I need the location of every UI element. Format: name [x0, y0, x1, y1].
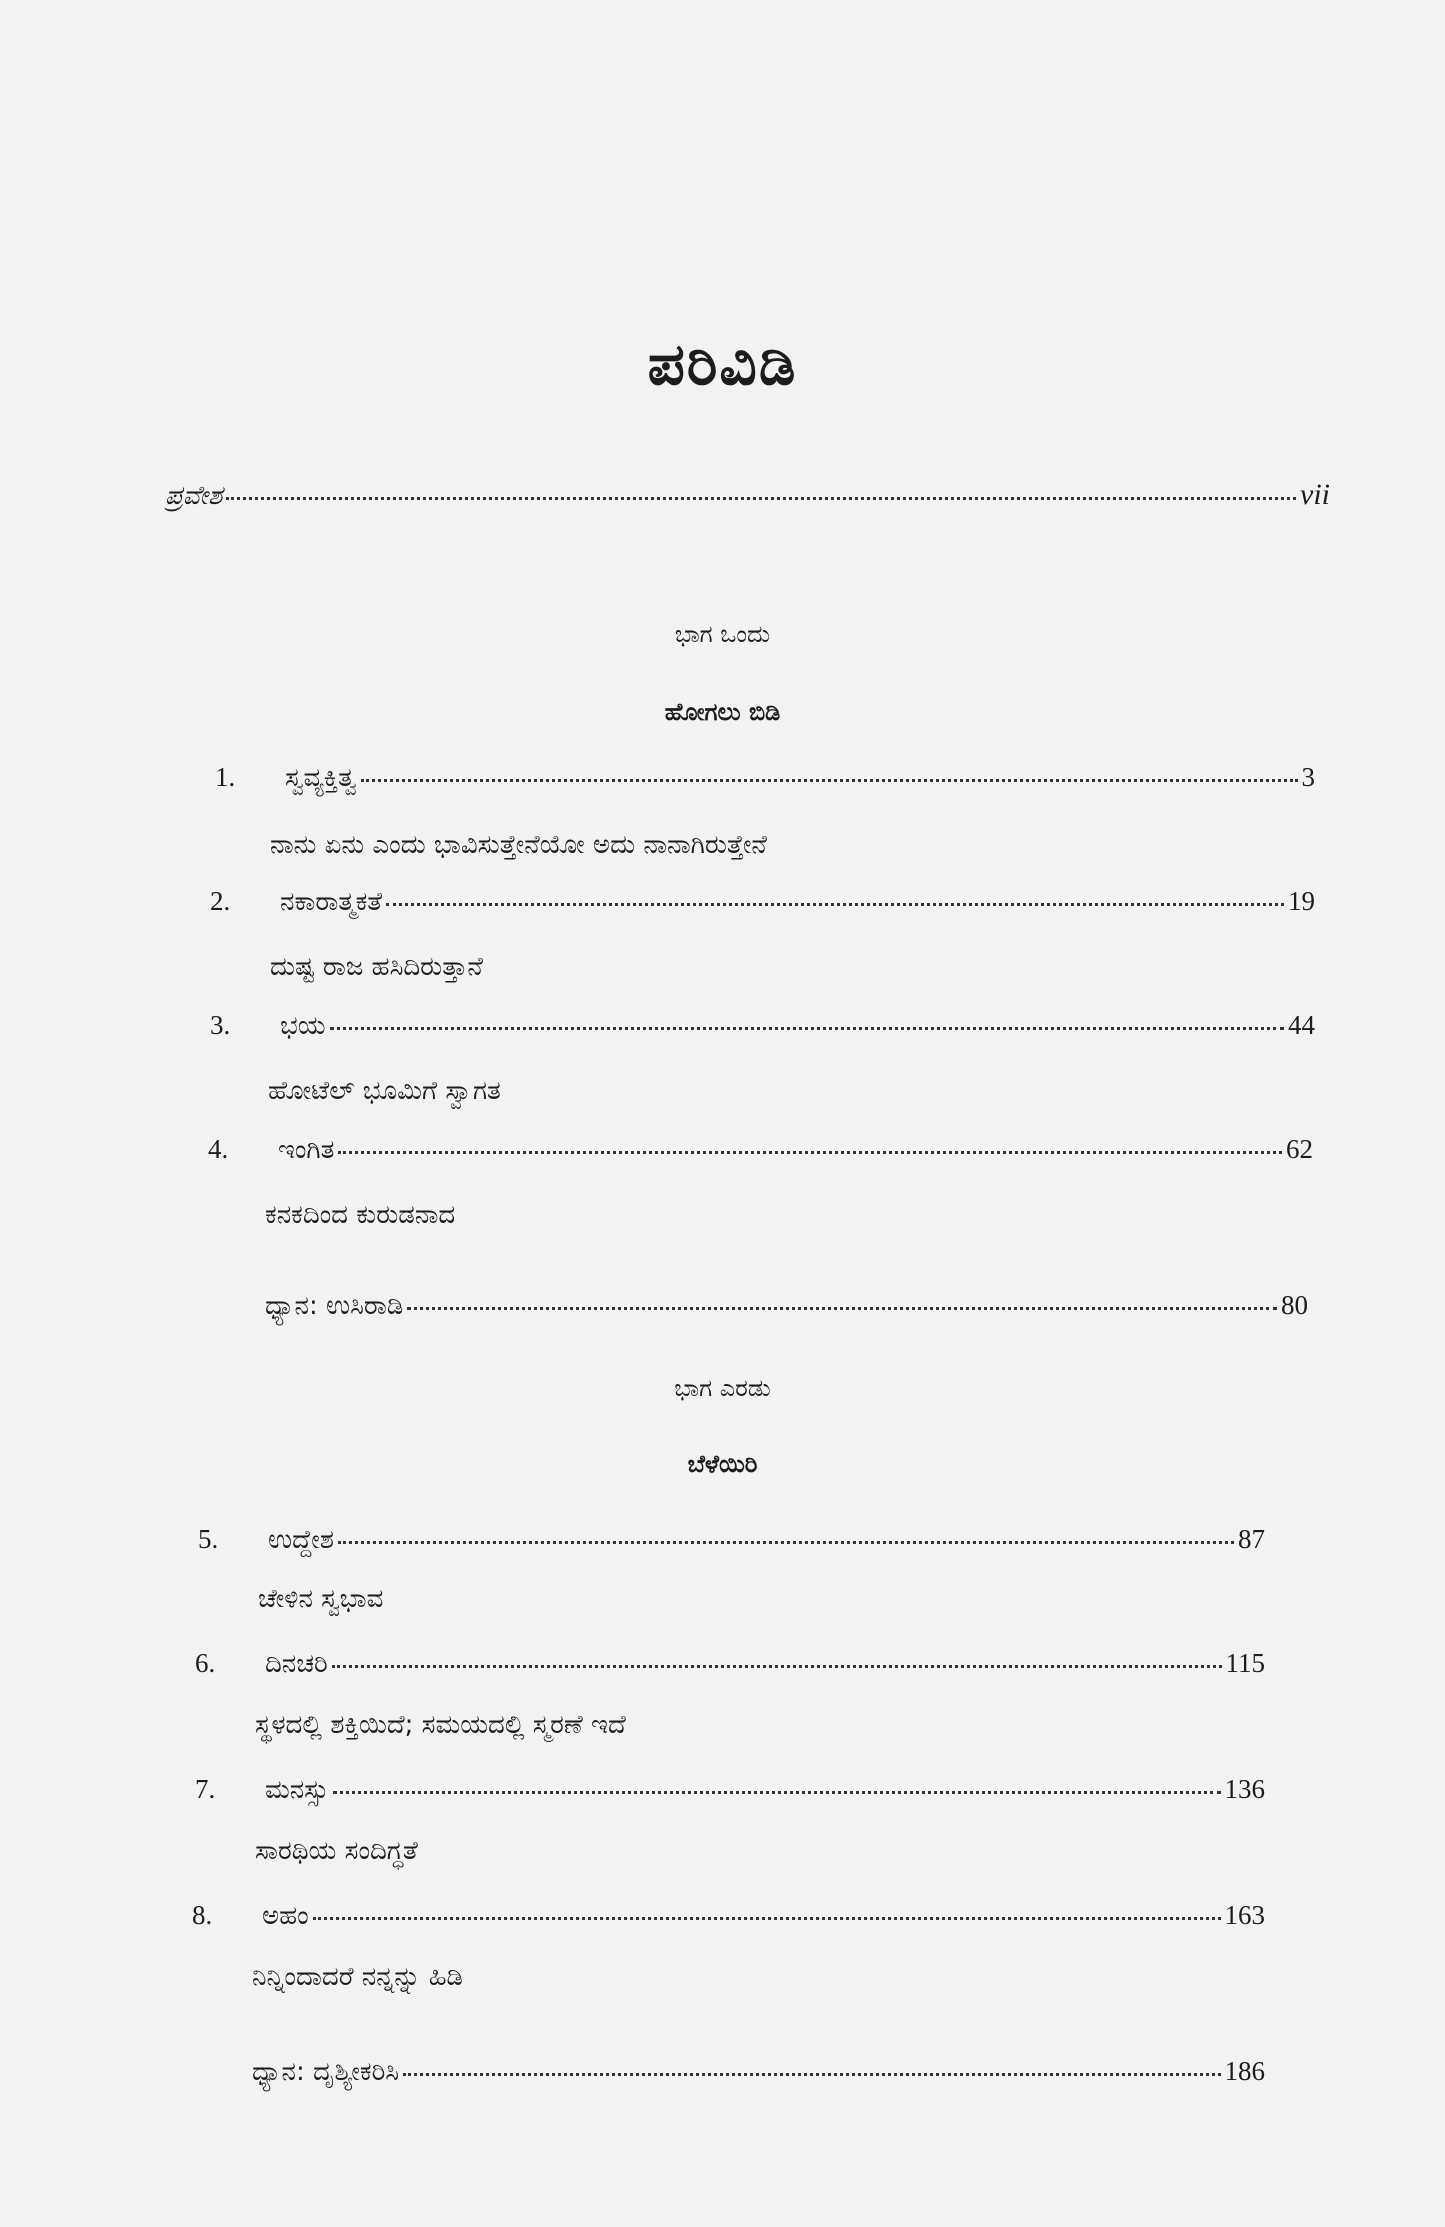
- part-title: ಹೋಗಲು ಬಿಡಿ: [664, 698, 781, 726]
- toc-entry-label: ಧ್ಯಾನ: ಉಸಿರಾಡಿ: [265, 1291, 404, 1321]
- chapter-number: 8.: [192, 1900, 213, 1930]
- part-label: ಭಾಗ ಎರಡು: [674, 1374, 771, 1402]
- chapter-subtitle: ನಾನು ಏನು ಎಂದು ಭಾವಿಸುತ್ತೇನೆಯೋ ಅದು ನಾನಾಗಿರುತ್ತೇನೆ: [270, 830, 767, 860]
- dot-leader: [361, 779, 1298, 782]
- toc-entry-page: 87: [1238, 1524, 1265, 1554]
- toc-entry-meditation: [265, 1290, 1308, 1322]
- toc-entry-label: ಉದ್ದೇಶ: [268, 1525, 335, 1555]
- chapter-number: 1.: [215, 762, 236, 792]
- toc-entry: [195, 1774, 1265, 1806]
- chapter-subtitle: ಹೋಟೆಲ್ ಭೂಮಿಗೆ ಸ್ವಾಗತ: [268, 1076, 501, 1106]
- chapter-subtitle: ಸಾರಥಿಯ ಸಂದಿಗ್ಧತೆ: [255, 1836, 418, 1866]
- toc-entry-label: ಅಹಂ: [262, 1901, 309, 1931]
- dot-leader: [226, 497, 1296, 500]
- dot-leader: [386, 903, 1284, 906]
- chapter-subtitle: ಕನಕದಿಂದ ಕುರುಡನಾದ: [265, 1200, 456, 1230]
- dot-leader: [332, 1665, 1222, 1668]
- toc-entry-label: ಧ್ಯಾನ: ದೃಶ್ಯೀಕರಿಸಿ: [252, 2057, 400, 2087]
- toc-entry-page: 136: [1224, 1774, 1265, 1804]
- chapter-subtitle: ಚೇಳಿನ ಸ್ವಭಾವ: [258, 1584, 384, 1614]
- dot-leader: [330, 1027, 1284, 1030]
- toc-entry-intro: [165, 478, 1330, 512]
- chapter-number: 6.: [195, 1648, 216, 1678]
- page-title: ಪರಿವಿಡಿ: [647, 330, 798, 398]
- toc-entry: [215, 762, 1315, 794]
- chapter-number: 5.: [198, 1524, 219, 1554]
- toc-entry: [195, 1648, 1265, 1680]
- chapter-subtitle: ನಿನ್ನಿಂದಾದರೆ ನನ್ನನ್ನು ಹಿಡಿ: [252, 1962, 463, 1992]
- toc-entry-page: 19: [1288, 886, 1315, 916]
- chapter-number: 3.: [210, 1010, 231, 1040]
- toc-entry-page: 80: [1281, 1290, 1308, 1320]
- dot-leader: [338, 1541, 1234, 1544]
- chapter-number: 2.: [210, 886, 231, 916]
- toc-entry: [198, 1524, 1265, 1556]
- part-label: ಭಾಗ ಒಂದು: [674, 620, 771, 648]
- dot-leader: [338, 1151, 1282, 1154]
- toc-entry-label: ಸ್ವವ್ಯಕ್ತಿತ್ವ: [285, 763, 357, 793]
- dot-leader: [333, 1791, 1221, 1794]
- toc-entry-page: 62: [1286, 1134, 1313, 1164]
- chapter-subtitle: ದುಷ್ಟ ರಾಜ ಹಸಿದಿರುತ್ತಾನೆ: [270, 952, 483, 982]
- chapter-subtitle: ಸ್ಥಳದಲ್ಲಿ ಶಕ್ತಿಯಿದೆ; ಸಮಯದಲ್ಲಿ ಸ್ಮರಣೆ ಇದೆ: [255, 1710, 626, 1740]
- toc-entry-page: 3: [1301, 762, 1315, 792]
- toc-entry-label: ಮನಸ್ಸು: [265, 1775, 329, 1805]
- toc-entry-label: ನಕಾರಾತ್ಮಕತೆ: [280, 887, 383, 917]
- chapter-number: 4.: [208, 1134, 229, 1164]
- toc-entry-page: 115: [1225, 1648, 1265, 1678]
- toc-entry-label: ಪ್ರವೇಶ: [165, 481, 223, 511]
- part-title: ಬೆಳೆಯಿರಿ: [687, 1450, 758, 1478]
- toc-entry: [210, 886, 1315, 918]
- toc-entry: [192, 1900, 1265, 1932]
- dot-leader: [313, 1917, 1221, 1920]
- toc-entry-page: 163: [1224, 1900, 1265, 1930]
- toc-entry-page: 186: [1224, 2056, 1265, 2086]
- toc-entry: [208, 1134, 1313, 1166]
- chapter-number: 7.: [195, 1774, 216, 1804]
- toc-entry: [210, 1010, 1315, 1042]
- toc-entry-meditation: [252, 2056, 1265, 2088]
- toc-entry-label: ಇಂಗಿತ: [278, 1135, 335, 1165]
- toc-entry-page: 44: [1288, 1010, 1315, 1040]
- dot-leader: [403, 2073, 1220, 2076]
- toc-entry-label: ಭಯ: [280, 1011, 326, 1041]
- toc-entry-page: vii: [1300, 478, 1330, 511]
- toc-entry-label: ದಿನಚರಿ: [265, 1649, 328, 1679]
- dot-leader: [407, 1307, 1277, 1310]
